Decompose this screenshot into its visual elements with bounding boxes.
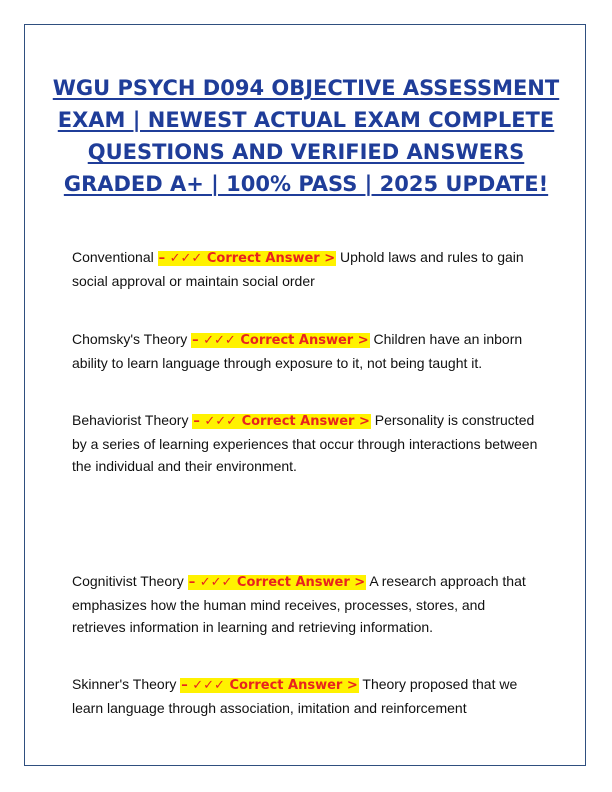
- correct-answer-marker: – ✓✓✓ Correct Answer >: [181, 678, 358, 693]
- term: Conventional: [72, 249, 154, 265]
- answer: Theory proposed that we learn language through association, imitation and reinforcement: [72, 676, 518, 716]
- answer: Uphold laws and rules to gain social approval or maintain social order: [72, 249, 524, 289]
- qa-item: [72, 328, 542, 374]
- qa-item: [72, 673, 542, 719]
- document-title: WGU PSYCH D094 OBJECTIVE ASSESSMENT EXAM | NEWEST ACTUAL EXAM COMPLETE QUESTIONS AND VERIFIED ANSWERS GRADED A+ | 100% PASS | 2025 UPDATE!: [52, 76, 560, 196]
- term: Chomsky's Theory: [72, 331, 188, 347]
- qa-item: [72, 570, 542, 638]
- correct-answer-marker: – ✓✓✓ Correct Answer >: [188, 575, 366, 590]
- answer: Children have an inborn ability to learn language through exposure to it, not being taught it.: [72, 331, 523, 371]
- qa-item: [72, 246, 542, 292]
- correct-answer-marker: – ✓✓✓ Correct Answer >: [192, 333, 369, 348]
- qa-item: [72, 409, 542, 477]
- correct-answer-marker: – ✓✓✓ Correct Answer >: [193, 414, 370, 429]
- correct-answer-marker: – ✓✓✓ Correct Answer >: [158, 251, 336, 266]
- term: Behaviorist Theory: [72, 412, 189, 428]
- answer: Personality is constructed by a series of learning experiences that occur through interactions between the individual and their environment.: [72, 412, 538, 474]
- term: Cognitivist Theory: [72, 573, 184, 589]
- answer: A research approach that emphasizes how the human mind receives, processes, stores, and retrieves information in learning and retrieving information.: [72, 573, 526, 635]
- term: Skinner's Theory: [72, 676, 177, 692]
